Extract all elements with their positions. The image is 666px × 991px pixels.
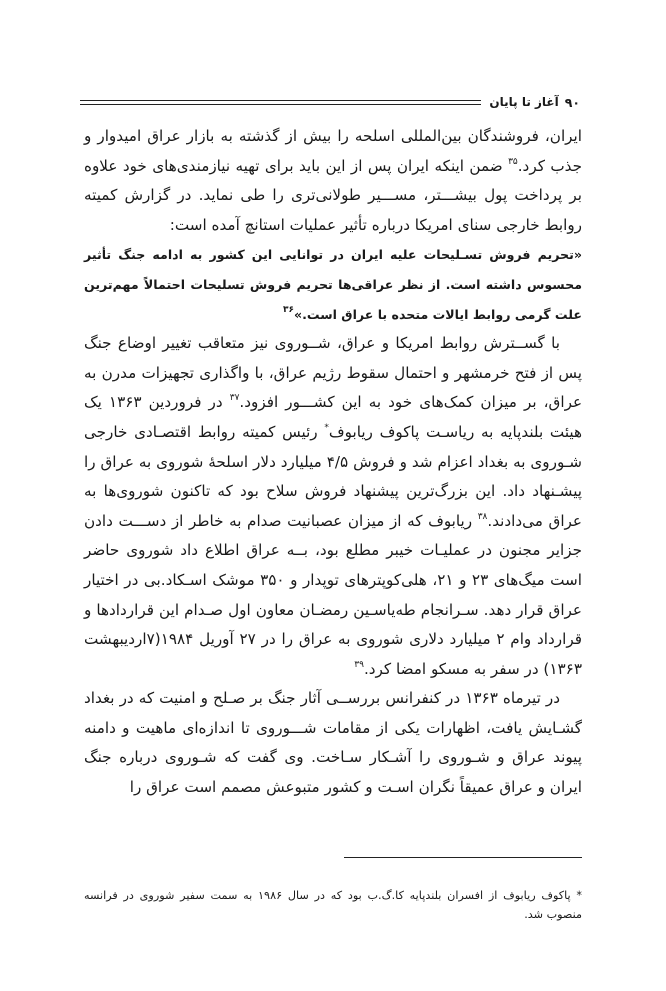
endnote-35: ۳۵: [508, 156, 518, 167]
paragraph-2-text-b: در فروردین ۱۳۶۳ یک هیئت بلندپایه به ریاسـت پاکوف ریابوف: [84, 393, 582, 441]
endnote-38: ۳۸: [477, 511, 488, 522]
page-header: [80, 92, 580, 112]
paragraph-1-text-a: ایران، فروشندگان بین‌المللی اسلحه را بیش از گذشته به بازار عراق امیدوار و جذب کرد.: [84, 127, 583, 175]
running-title: آغاز تا پایان: [489, 95, 559, 109]
endnote-37: ۳۷: [229, 393, 240, 404]
body-text: [84, 122, 582, 803]
paragraph-2-text-a: با گســترش روابط امریکا و عراق، شــوروی نیز متعاقب تغییر اوضاع جنگ پس از فتح خرمشهر و احتمال سقوط رژیم عراق، با واگذاری تجهیزات مدرن به عراق، بر میزان کمک‌های خود به این کشـــور افزود.: [84, 334, 583, 412]
block-quote: [84, 240, 582, 329]
paragraph-1-text-b: ضمن اینکه ایران پس از این باید برای تهیه نیازمندی‌های خود علاوه بر پرداخت پول بیشـــتر، مســـیر طولانی‌تری را طی نماید. در گزارش کمیته روابط خارجی سنای امریکا درباره تأثیر عملیات استانچ آمده است:: [84, 156, 582, 234]
footnote-star-marker: *: [324, 422, 329, 433]
paragraph-1: [84, 122, 582, 240]
paragraph-3: [84, 684, 582, 802]
footnote-rule: [344, 857, 582, 858]
header-rule: [80, 100, 481, 105]
paragraph-2: [84, 329, 582, 684]
footnote-text: پاکوف ریابوف از افسران بلندپایه کا.گ.ب بود که در سال ۱۹۸۶ به سمت سفیر شوروی در فرانسه منصوب شد.: [84, 889, 582, 921]
footnote-marker: *: [576, 889, 582, 902]
quote-text: «تحریم فروش تسـلیحات علیه ایران در توانایی این کشور به ادامه جنگ تأثیر محسوس داشته است. از نظر عراقی‌ها تحریم فروش تسلیحات احتمالاً مهم‌ترین علت گرمی روابط ایالات متحده با عراق است.»: [84, 247, 582, 322]
footnote: [84, 886, 582, 924]
endnote-39: ۳۹: [354, 659, 364, 670]
page-number: ۹۰: [564, 94, 580, 110]
paragraph-2-text-d: ریابوف که از میزان عصبانیت صدام به خاطر از دســـت دادن جزایر مجنون در عملیـات خیبر مطلع بود، بــه عراق اطلاع داد شوروی حاضر است میگ‌های ۲۳ و ۲۱، هلی‌کوپترهای توپدار و ۳۵۰ موشک اسـکاد.بی در اختیار عراق قرار دهد. سـرانجام طه‌یاسـین رمضـان معاون اول صـدام این قراردادها و قرارداد وام ۲ میلیارد دلاری شوروی به عراق را در ۲۷ آوریل ۱۹۸۴(۷اردیبهشت ۱۳۶۳) در سفر به مسکو امضا کرد.: [84, 511, 582, 678]
paragraph-2-text-c: رئیس کمیته روابط اقتصـادی خارجی شـوروی به بغداد اعزام شد و فروش ۴/۵ میلیارد دلار اسلحهٔ شوروی به عراق را پیشـنهاد داد. این بزرگ‌ترین پیشنهاد فروش سلاح بود که تاکنون شوروی‌ها به عراق می‌دادند.: [84, 422, 582, 530]
paragraph-3-text: در تیرماه ۱۳۶۳ در کنفرانس بررســی آثار جنگ بر صـلح و امنیت که در بغداد گشـایش یافت، اظهارات یکی از مقامات شـــوروی تا اندازه‌ای ماهیت و دامنه پیوند عراق و شـوروی را آشـکار سـاخت. وی گفت که شـوروی درباره جنگ ایران و عراق عمیقاً نگران اسـت و کشور متبوعش مصمم است عراق را: [84, 689, 582, 797]
endnote-36: ۳۶: [282, 305, 294, 316]
